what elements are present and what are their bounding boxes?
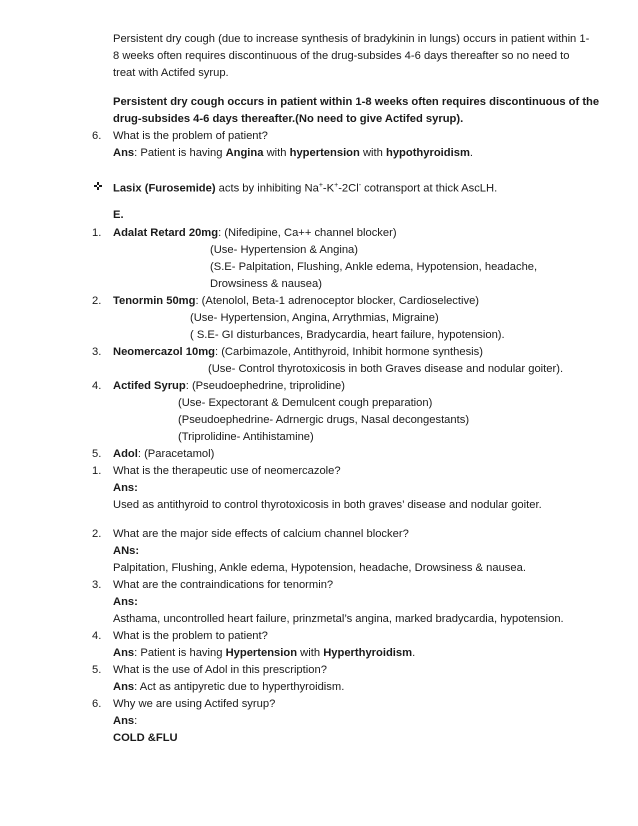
q6-top-answer: Ans: Patient is having Angina with hypertension with hypothyroidism. <box>113 147 474 159</box>
drug-4-sub-1: (Use- Expectorant & Demulcent cough preparation) <box>178 397 433 409</box>
intro-line-3: treat with Actifed syrup. <box>113 67 229 79</box>
drug-4-sub-3: (Triprolidine- Antihistamine) <box>178 431 314 443</box>
drug-1-number: 1. <box>92 227 102 239</box>
drug-1-sub-2: (S.E- Palpitation, Flushing, Ankle edema, Hypotension, headache, <box>210 261 538 273</box>
question-3-text: What are the contraindications for tenormin? <box>113 579 334 591</box>
drug-3-number: 3. <box>92 346 102 358</box>
bold-intro-line-2: drug-subsides 4-6 days thereafter.(No need to give Actifed syrup). <box>113 113 464 125</box>
question-4-answer: Ans: Patient is having Hypertension with Hyperthyroidism. <box>113 647 416 659</box>
question-3-answer: Asthama, uncontrolled heart failure, prinzmetal’s angina, marked bradycardia, hypotension. <box>113 613 564 625</box>
intro-line-2: 8 weeks often requires discontinuous of the drug-subsides 4-6 days thereafter so no need to <box>113 50 570 62</box>
question-2-number: 2. <box>92 528 102 540</box>
diamond-bullet-icon <box>93 181 103 191</box>
drug-3-line: Neomercazol 10mg: (Carbimazole, Antithyroid, Inhibit hormone synthesis) <box>113 346 483 358</box>
question-6-text: Why we are using Actifed syrup? <box>113 698 276 710</box>
drug-5-line: Adol: (Paracetamol) <box>113 448 215 460</box>
q6-top-number: 6. <box>92 130 102 142</box>
question-3-label: Ans: <box>113 596 138 608</box>
question-5-text: What is the use of Adol in this prescription? <box>113 664 327 676</box>
question-6-number: 6. <box>92 698 102 710</box>
question-1-label: Ans: <box>113 482 138 494</box>
drug-2-line: Tenormin 50mg: (Atenolol, Beta-1 adrenoceptor blocker, Cardioselective) <box>113 295 480 307</box>
question-4-text: What is the problem to patient? <box>113 630 268 642</box>
q6-top-question: What is the problem of patient? <box>113 130 268 142</box>
drug-2-sub-2: ( S.E- GI disturbances, Bradycardia, heart failure, hypotension). <box>190 329 505 341</box>
question-1-number: 1. <box>92 465 102 477</box>
drug-2-sub-1: (Use- Hypertension, Angina, Arrythmias, Migraine) <box>190 312 439 324</box>
question-4-number: 4. <box>92 630 102 642</box>
question-2-label: ANs: <box>113 545 140 557</box>
question-1-text: What is the therapeutic use of neomercazole? <box>113 465 341 477</box>
question-3-number: 3. <box>92 579 102 591</box>
question-5-answer: Ans: Act as antipyretic due to hyperthyroidism. <box>113 681 345 693</box>
drug-2-number: 2. <box>92 295 102 307</box>
question-1-answer: Used as antithyroid to control thyrotoxicosis in both graves’ disease and nodular goiter. <box>113 499 542 511</box>
drug-4-sub-2: (Pseudoephedrine- Adrnergic drugs, Nasal decongestants) <box>178 414 470 426</box>
question-6-answer: COLD &FLU <box>113 732 178 744</box>
drug-1-sub-3: Drowsiness & nausea) <box>210 278 322 290</box>
question-6-label: Ans: <box>113 715 138 727</box>
section-e-heading: E. <box>113 209 124 221</box>
drug-1-line: Adalat Retard 20mg: (Nifedipine, Ca++ channel blocker) <box>113 227 397 239</box>
intro-line-1: Persistent dry cough (due to increase synthesis of bradykinin in lungs) occurs in patient within 1- <box>113 33 590 45</box>
drug-3-sub-1: (Use- Control thyrotoxicosis in both Graves disease and nodular goiter). <box>208 363 564 375</box>
question-2-answer: Palpitation, Flushing, Ankle edema, Hypotension, headache, Drowsiness & nausea. <box>113 562 526 574</box>
bold-intro-line-1: Persistent dry cough occurs in patient within 1-8 weeks often requires discontinuous of the <box>113 96 600 108</box>
question-5-number: 5. <box>92 664 102 676</box>
drug-1-sub-1: (Use- Hypertension & Angina) <box>210 244 358 256</box>
drug-4-line: Actifed Syrup: (Pseudoephedrine, triprolidine) <box>113 380 345 392</box>
drug-4-number: 4. <box>92 380 102 392</box>
question-2-text: What are the major side effects of calcium channel blocker? <box>113 528 409 540</box>
drug-5-number: 5. <box>92 448 102 460</box>
lasix-line: Lasix (Furosemide) acts by inhibiting Na+-K+-2Cl- cotransport at thick AscLH. <box>113 182 498 195</box>
